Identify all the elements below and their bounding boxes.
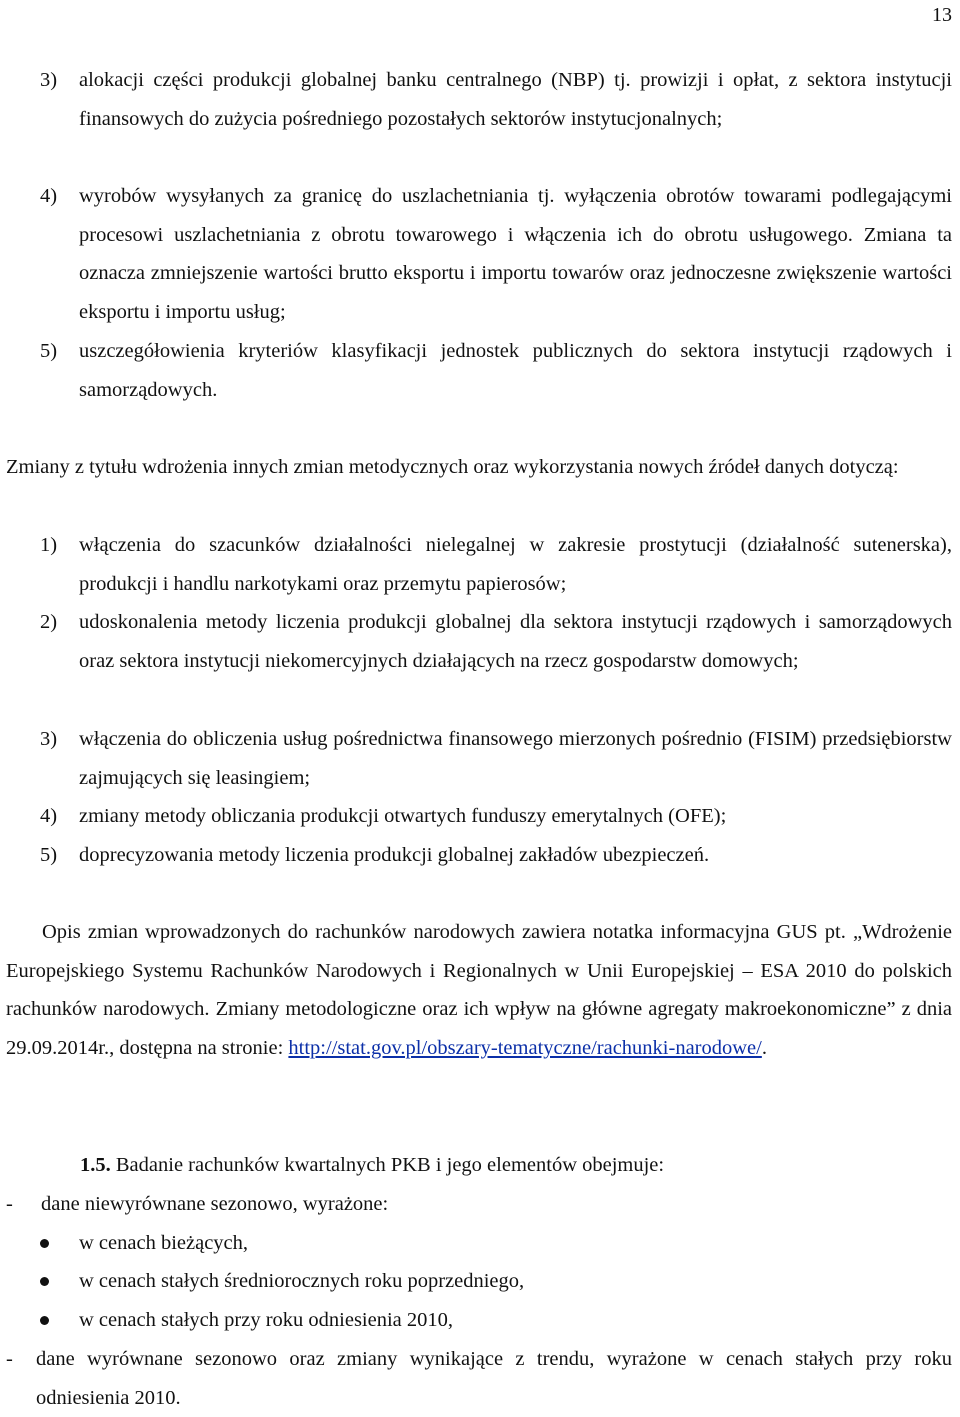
bullet-item [40,1224,248,1263]
list-item [40,836,952,875]
list-item-text: udoskonalenia metody liczenia produkcji globalnej dla sektora instytucji rządowych i samorządowych oraz sektora instytucji niekomercyjnych działających na rzecz gospodarstw domowych; [79,611,952,672]
list-item-number: 2) [40,611,58,633]
list-item [40,603,952,680]
page-number: 13 [932,4,952,26]
list-item-number: 3) [40,69,58,91]
list-item [40,61,952,138]
gus-rachunki-link[interactable]: http://stat.gov.pl/obszary-tematyczne/rachunki-narodowe/ [288,1037,762,1060]
list-item-text: włączenia do obliczenia usług pośrednictwa finansowego mierzonych pośrednio (FISIM) przedsiębiorstw zajmujących się leasingiem; [79,728,952,789]
dash-item-text: dane wyrównane sezonowo oraz zmiany wynikające z trendu, wyrażone w cenach stałych przy roku odniesienia 2010. [36,1348,952,1409]
bullet-item-text: w cenach stałych średniorocznych roku poprzedniego, [79,1270,525,1292]
bullet-item-text: w cenach stałych przy roku odniesienia 2010, [79,1309,454,1331]
list-item-text: uszczegółowienia kryteriów klasyfikacji jednostek publicznych do sektora instytucji rządowych i samorządowych. [79,340,952,401]
list-item [40,720,952,797]
dash-item-text: dane niewyrównane sezonowo, wyrażone: [41,1193,389,1215]
dash-item [6,1185,952,1224]
dash-item [6,1340,952,1417]
bullet-item [40,1262,524,1301]
paragraph-gus-note [6,913,952,1068]
list-item-number: 5) [40,844,58,866]
list-item-number: 4) [40,185,58,207]
list-item [40,332,952,409]
list-item-number: 1) [40,534,58,556]
list-item-text: doprecyzowania metody liczenia produkcji globalnej zakładów ubezpieczeń. [79,844,710,866]
bullet-item-text: w cenach bieżących, [79,1232,249,1254]
list-item [40,177,952,332]
list-item-text: wyrobów wysyłanych za granicę do uszlachetniania tj. wyłączenia obrotów towarami podlegającymi procesowi uszlachetniania z obrotu towarowego i włączenia ich do obrotu usługowego. Zmiana ta oznacza zmniejszenie wartości brutto eksportu i importu towarów oraz jednoczesne zwiększenie wartości eksportu i importu usług; [79,185,952,324]
list-item [40,797,952,836]
bullet-dot-icon [40,1239,49,1248]
list-item-text: włączenia do szacunków działalności nielegalnej w zakresie prostytucji (działalność sutenerska), produkcji i handlu narkotykami oraz przemytu papierosów; [79,534,952,595]
section-heading [80,1146,664,1185]
list-item-number: 3) [40,728,58,750]
dash-mark: - [6,1193,13,1215]
section-text: Badanie rachunków kwartalnych PKB i jego elementów obejmuje: [115,1154,665,1176]
list-item-text: alokacji części produkcji globalnej banku centralnego (NBP) tj. prowizji i opłat, z sektora instytucji finansowych do zużycia pośredniego pozostałych sektorów instytucjonalnych; [79,69,952,130]
bullet-dot-icon [40,1316,49,1325]
dash-mark: - [6,1348,13,1370]
list-item-number: 4) [40,805,58,827]
list-item [40,526,952,603]
paragraph-gus-note-text: Opis zmian wprowadzonych do rachunków narodowych zawiera notatka informacyjna GUS pt. „Wdrożenie Europejskiego Systemu Rachunków Narodowych i Regionalnych w Unii Europejskiej – ESA 2010 do polskich rachunków narodowych. Zmiany metodologiczne oraz ich wpływ na główne agregaty makroekonomiczne” z dnia 29.09.2014r., dostępna na stronie: [6,921,952,1060]
list-item-number: 5) [40,340,58,362]
section-number: 1.5. [80,1154,111,1176]
bullet-dot-icon [40,1277,49,1286]
bullet-item [40,1301,453,1340]
paragraph-changes-intro: Zmiany z tytułu wdrożenia innych zmian metodycznych oraz wykorzystania nowych źródeł danych dotyczą: [6,456,899,478]
paragraph-end-punctuation: . [761,1037,767,1060]
list-item-text: zmiany metody obliczania produkcji otwartych funduszy emerytalnych (OFE); [79,805,727,827]
